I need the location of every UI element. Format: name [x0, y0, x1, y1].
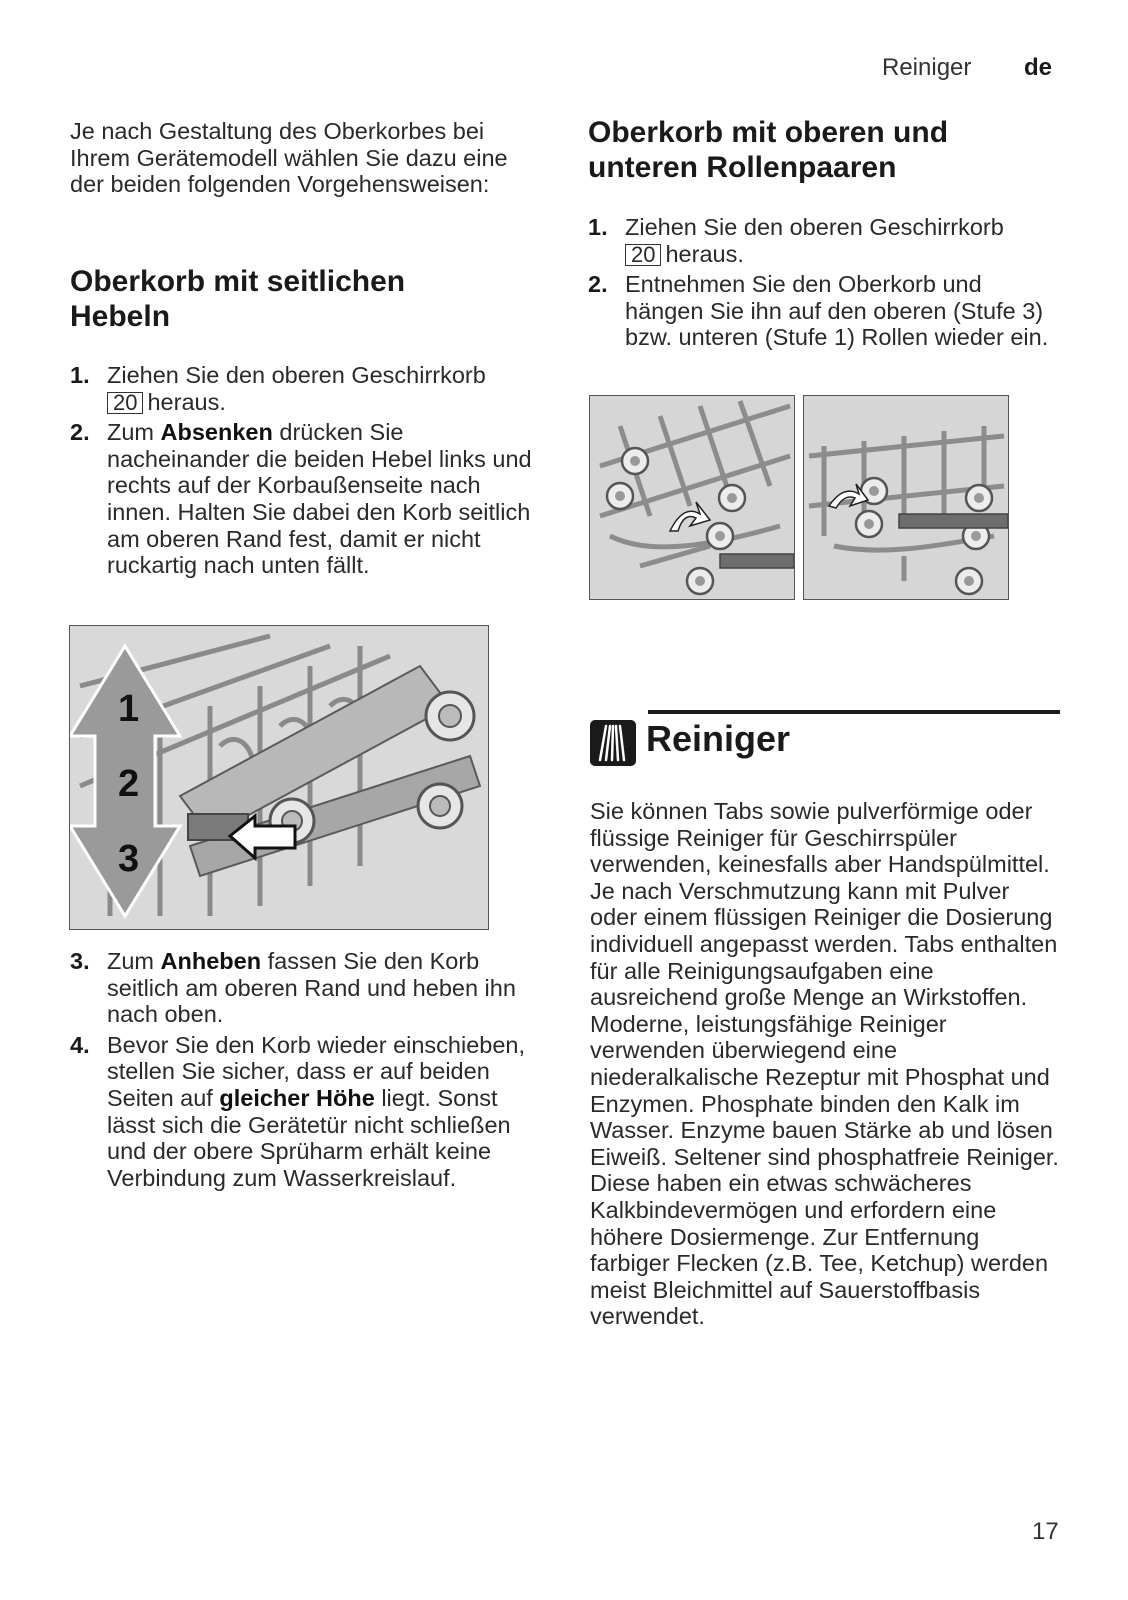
list-item [588, 271, 1058, 351]
step-emphasis: gleicher Höhe [219, 1084, 375, 1111]
step-number: 3. [70, 948, 90, 974]
step-text: Ziehen Sie den oberen Geschirrkorb [107, 362, 486, 388]
figure-rollers-upper [803, 395, 1009, 600]
step-text: Ziehen Sie den oberen Geschirrkorb [625, 214, 1004, 240]
step-text-end: heraus. [147, 388, 226, 415]
steps-roller-pairs [588, 214, 1058, 355]
steps-side-levers-a [70, 362, 540, 583]
header-language-code: de [1024, 54, 1053, 81]
step-text: Zum [107, 419, 154, 446]
section-title: Reiniger [646, 718, 791, 759]
figure-label-2: 2 [118, 763, 140, 805]
detergent-icon [590, 720, 636, 766]
step-number: 2. [588, 271, 608, 298]
list-item [70, 1032, 540, 1192]
heading-side-levers: Oberkorb mit seitlichen Hebeln [70, 265, 406, 333]
step-number: 1. [588, 214, 608, 240]
page-number: 17 [1032, 1518, 1059, 1545]
header-section-title: Reiniger [882, 54, 972, 81]
rollers-upper-illustration [804, 396, 1009, 600]
list-item [70, 362, 540, 415]
section-rule [648, 710, 1060, 714]
list-item [70, 948, 540, 1028]
step-text: Entnehmen Sie den Oberkorb und hängen Sie ihn auf den oberen (Stufe 3) bzw. unteren (Stufe 1) Rollen wieder ein. [625, 271, 1049, 351]
step-number: 1. [70, 362, 90, 388]
step-number: 2. [70, 419, 90, 446]
step-text-end: fassen Sie den Korb seitlich am oberen Rand und heben ihn nach oben. [107, 948, 516, 1028]
step-text-end: drücken Sie nacheinander die beiden Hebel links und rechts auf der Korbaußenseite nach innen. Halten Sie dabei den Korb seitlich am oberen Rand fest, damit er nicht ruckartig nach unten fällt. [107, 419, 532, 579]
part-reference: 20 [625, 244, 661, 266]
part-reference: 20 [107, 392, 143, 414]
list-item [70, 419, 540, 579]
step-text-end: liegt. Sonst lässt sich die Gerätetür nicht schließen und der obere Sprüharm erhält keine Verbindung zum Wasserkreislauf. [107, 1084, 511, 1191]
step-text: Zum [107, 948, 154, 974]
figure-label-1: 1 [118, 688, 140, 730]
basket-lever-illustration [70, 626, 489, 930]
detergent-paragraph: Sie können Tabs sowie pulverförmige oder flüssige Reiniger für Geschirrspüler verwenden, keinesfalls aber Handspülmittel. Je nach Verschmutzung kann mit Pulver oder einem flüssigen Reiniger die Dosierung individuell angepasst werden. Tabs enthalten für alle Reinigungsaufgaben eine ausreichend große Menge an Wirkstoffen. Moderne, leistungsfähige Reiniger verwenden überwiegend eine niederalkalische Rezeptur mit Phosphat und Enzymen. Phosphate binden den Kalk im Wasser. Enzyme bauen Stärke ab und lösen Eiweiß. Seltener sind phosphatfreie Reiniger. Diese haben ein etwas schwächeres Kalkbindevermögen und erfordern eine höhere Dosiermenge. Zur Entfernung farbiger Flecken (z.B. Tee, Ketchup) werden meist Bleichmittel auf Sauerstoffbasis verwendet. [590, 798, 1059, 1330]
step-text-end: heraus. [665, 240, 744, 267]
heading-roller-pairs: Oberkorb mit oberen und unteren Rollenpaaren [588, 116, 949, 184]
figure-label-3: 3 [118, 838, 140, 880]
rollers-lower-illustration [590, 396, 795, 600]
steps-side-levers-b [70, 948, 540, 1195]
intro-paragraph: Je nach Gestaltung des Oberkorbes bei Ihrem Gerätemodell wählen Sie dazu eine der beiden folgenden Vorgehensweisen: [70, 118, 508, 198]
step-number: 4. [70, 1031, 90, 1058]
figure-basket-lever [69, 625, 489, 930]
step-text: Bevor Sie den Korb wieder einschieben, stellen Sie sicher, dass er auf beiden Seiten auf [107, 1031, 526, 1111]
step-emphasis: Anheben [160, 948, 262, 974]
step-emphasis: Absenken [160, 419, 273, 446]
list-item [588, 214, 1058, 267]
figure-rollers-lower [589, 395, 795, 600]
